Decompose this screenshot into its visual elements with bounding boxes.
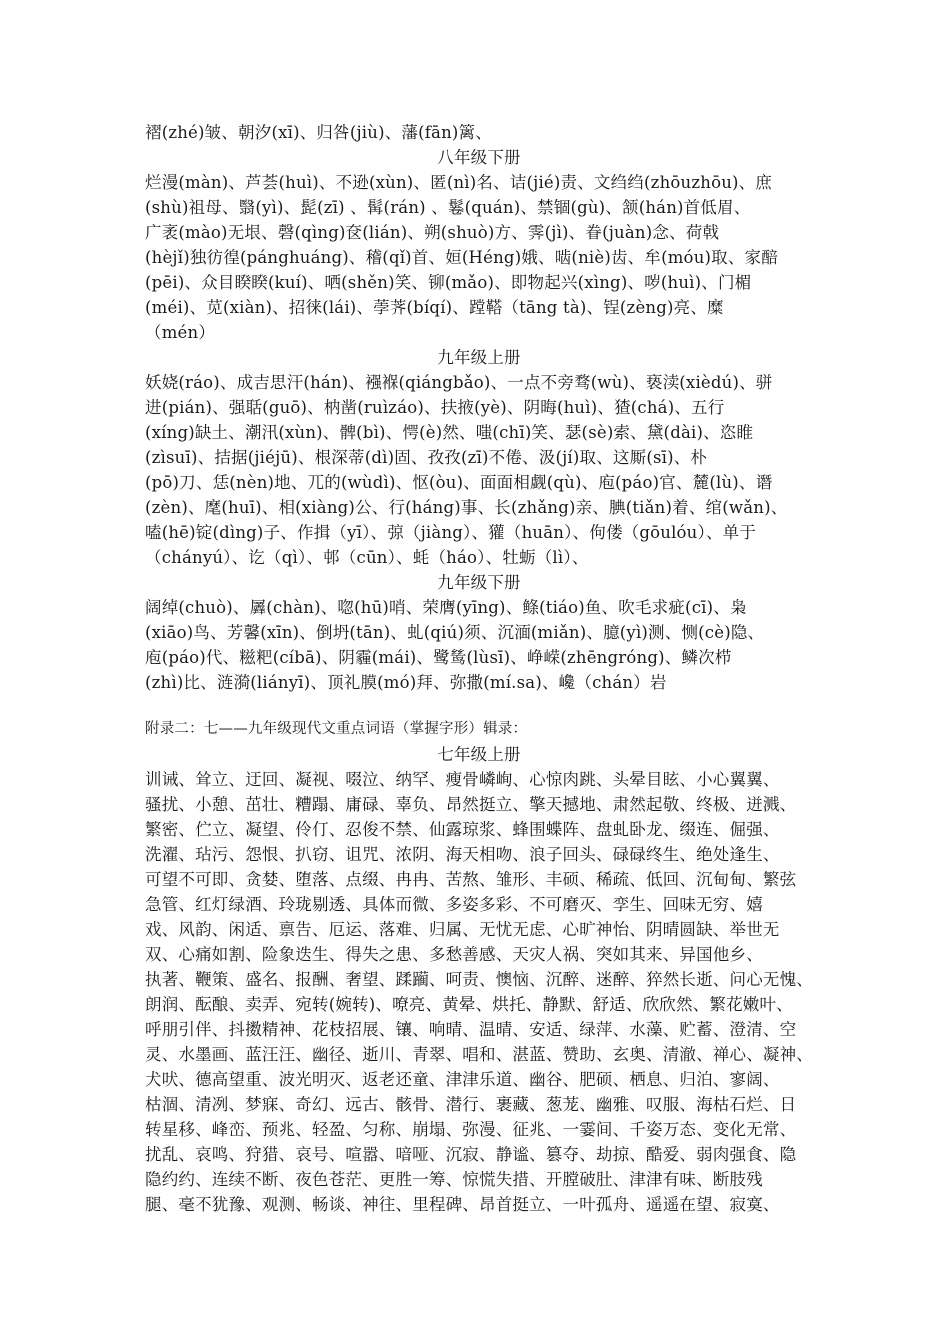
text-line: (pēi)、众目睽睽(kuí)、哂(shěn)笑、铆(mǎo)、即物起兴(xìng)、哕(huì)、门楣 [145,273,752,292]
text-line: 急管、红灯绿酒、玲珑剔透、具体而微、多姿多彩、不可磨灭、孪生、回味无穷、嬉 [145,895,763,914]
text-line: 繁密、伫立、凝望、伶仃、忍俊不禁、仙露琼浆、蜂围蝶阵、盘虬卧龙、缀连、倔强、 [145,820,780,839]
text-line: 烂漫(màn)、芦荟(huì)、不逊(xùn)、匿(nì)名、诘(jié)责、文绉绉(zhōuzhōu)、庶 [145,173,773,192]
appendix-title: 附录二：七——九年级现代文重点词语（掌握字形）辑录： [145,721,528,737]
text-line: 枯涸、清冽、梦寐、奇幻、远古、骸骨、潜行、裹藏、葱茏、幽雅、叹服、海枯石烂、日 [145,1095,797,1114]
heading-qi-shang: 七年级上册 [437,745,521,764]
text-line: （mén） [145,323,216,342]
section-qi-shang [145,767,813,1217]
text-line: (shù)祖母、翳(yì)、髭(zī) 、髯(rán) 、鬈(quán)、禁锢(gù)、颔(hán)首低眉、 [145,198,751,217]
text-line: 洗濯、玷污、怨恨、扒窃、诅咒、浓阴、海天相吻、浪子回头、碌碌终生、绝处逢生、 [145,845,780,864]
text-line: 庖(páo)代、糍粑(cíbā)、阴霾(mái)、鹭鸶(lùsī)、峥嵘(zhēngróng)、鳞次栉 [145,648,732,667]
text-line: 广袤(mào)无垠、磬(qìng)奁(lián)、朔(shuò)方、霁(jì)、眷(juàn)念、荷戟 [145,223,720,242]
text-line: 朗润、酝酿、卖弄、宛转(婉转)、嘹亮、黄晕、烘托、静默、舒适、欣欣然、繁花嫩叶、 [145,995,793,1014]
text-line: 训诫、耸立、迂回、凝视、啜泣、纳罕、瘦骨嶙峋、心惊肉跳、头晕目眩、小心翼翼、 [145,770,780,789]
text-line: (zèn)、麾(huī)、相(xiàng)公、行(háng)事、长(zhǎng)亲、腆(tiǎn)着、绾(wǎn)、 [145,498,788,517]
text-line: 转星移、峰峦、预兆、轻盈、匀称、崩塌、弥漫、征兆、一霎间、千姿万态、变化无常、 [145,1120,797,1139]
text-line: (xiāo)鸟、芳馨(xīn)、倒坍(tān)、虬(qiú)须、沉湎(miǎn)、臆(yì)测、恻(cè)隐、 [145,623,765,642]
text-line: (zìsuī)、拮据(jiéjū)、根深蒂(dì)固、孜孜(zī)不倦、汲(jí)取、这厮(sī)、朴 [145,448,708,467]
text-line: 进(pián)、强聒(guō)、枘凿(ruìzáo)、扶掖(yè)、阴晦(huì)、猹(chá)、五行 [145,398,725,417]
text-line: 戏、风韵、闲适、禀告、厄运、落难、归属、无忧无虑、心旷神怡、阴晴圆缺、举世无 [145,920,780,939]
text-line: （chányú）、讫（qì）、邨（cūn）、蚝（háo）、牡蛎（lì）、 [145,548,589,567]
text-line: 腿、毫不犹豫、观测、畅谈、神往、里程碑、昂首挺立、一叶孤舟、遥遥在望、寂寞、 [145,1195,780,1214]
heading-ba-xia: 八年级下册 [437,148,521,167]
text-line: (méi)、苋(xiàn)、招徕(lái)、荸荠(bíqí)、蹚鞳（tāng tà)、锃(zèng)亮、糜 [145,298,724,317]
heading-jiu-shang: 九年级上册 [437,348,521,367]
section-jiu-shang [145,370,813,570]
text-line: 执著、鞭策、盛名、报酬、奢望、蹂躏、呵责、懊恼、沉醉、迷醉、猝然长逝、问心无愧、 [145,970,813,989]
text-line: 灵、水墨画、蓝汪汪、幽径、逝川、青翠、唱和、湛蓝、赞助、玄奥、清澈、禅心、凝神、 [145,1045,813,1064]
section-ba-xia [145,170,813,345]
text-line: 扰乱、哀鸣、狩猎、哀号、喧嚣、喑哑、沉寂、静谧、篡夺、劫掠、酷爱、弱肉强食、隐 [145,1145,797,1164]
paragraph-gap [145,695,813,717]
text-line: 隐约约、连续不断、夜色苍茫、更胜一筹、惊慌失措、开膛破肚、津津有味、断肢残 [145,1170,763,1189]
text-line: 妖娆(ráo)、成吉思汗(hán)、襁褓(qiángbǎo)、一点不旁骛(wù)、亵渎(xièdú)、骈 [145,373,773,392]
document-page [145,120,813,1217]
text-line: 可望不可即、贪婪、堕落、点缀、冉冉、苦熬、雏形、丰硕、稀疏、低回、沉甸甸、繁弦 [145,870,797,889]
text-line: 呼朋引伴、抖擞精神、花枝招展、镶、响晴、温晴、安适、绿萍、水藻、贮蓄、澄清、空 [145,1020,797,1039]
text-line: 嗑(hē)锭(dìng)子、作揖（yī）、弶（jiàng）、獾（huān）、佝偻（gōulóu）、单于 [145,523,757,542]
text-line: 犬吠、德高望重、波光明灭、返老还童、津津乐道、幽谷、肥硕、栖息、归泊、寥阔、 [145,1070,780,1089]
text-line: (hèjǐ)独彷徨(pánghuáng)、稽(qǐ)首、姮(Héng)娥、啮(niè)齿、牟(móu)取、家醅 [145,248,778,267]
text-line: 褶(zhé)皱、朝汐(xī)、归咎(jiù)、藩(fān)篱、 [145,123,492,142]
text-line: 骚扰、小憩、茁壮、糟蹋、庸碌、辜负、昂然挺立、擎天撼地、肃然起敬、终极、迸溅、 [145,795,797,814]
text-line: 双、心痛如割、险象迭生、得失之患、多愁善感、天灾人祸、突如其来、异国他乡、 [145,945,763,964]
text-line: 阔绰(chuò)、羼(chàn)、唿(hū)哨、荣膺(yīng)、鲦(tiáo)鱼、吹毛求疵(cī)、枭 [145,598,747,617]
text-line: (zhì)比、涟漪(liányī)、顶礼膜(mó)拜、弥撒(mí.sa)、巉（chán）岩 [145,673,667,692]
text-line: (pō)刀、恁(nèn)地、兀的(wùdì)、怄(òu)、面面相觑(qù)、庖(páo)官、麓(lù)、谮 [145,473,773,492]
section-jiu-xia [145,595,813,695]
text-line: (xíng)缺土、潮汛(xùn)、髀(bì)、愕(è)然、嗤(chī)笑、瑟(sè)索、黛(dài)、恣睢 [145,423,754,442]
heading-jiu-xia: 九年级下册 [437,573,521,592]
